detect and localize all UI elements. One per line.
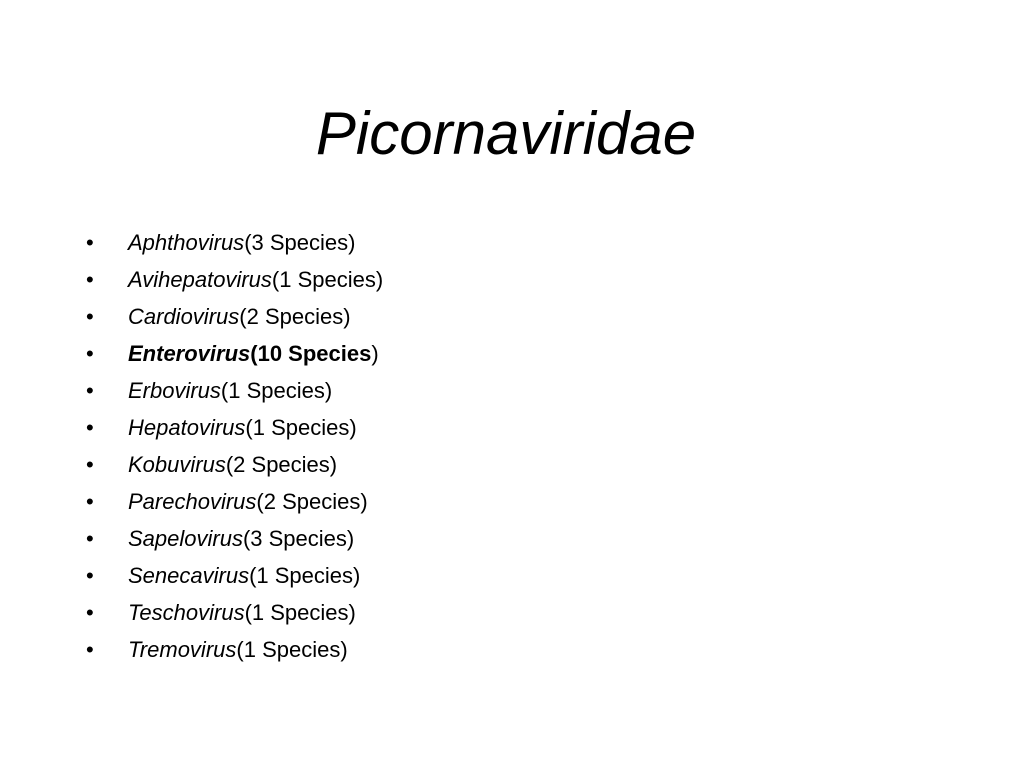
genus-name: Kobuvirus — [128, 452, 226, 477]
bullet-icon: • — [86, 526, 94, 551]
genus-name: Senecavirus — [128, 563, 250, 588]
bullet-icon: • — [86, 378, 94, 403]
genus-name: Erbovirus — [128, 378, 221, 403]
bullet-icon: • — [86, 230, 94, 255]
species-count: (1 Species) — [271, 267, 384, 292]
genus-name: Teschovirus — [128, 600, 245, 625]
genus-name: Sapelovirus — [128, 526, 243, 551]
list-item — [86, 298, 383, 335]
list-item-highlighted — [86, 335, 383, 372]
genus-name: Tremovirus — [128, 637, 237, 662]
bullet-icon: • — [86, 267, 94, 292]
genus-name: Parechovirus — [128, 489, 257, 514]
species-count: (2 Species) — [256, 489, 368, 514]
species-count: (1 Species) — [245, 415, 357, 440]
list-item — [86, 446, 383, 483]
species-count: (10 Species) — [250, 341, 379, 366]
bullet-icon: • — [86, 452, 94, 477]
list-item — [86, 520, 383, 557]
bullet-icon: • — [86, 489, 94, 514]
list-item — [86, 631, 383, 668]
species-count: (1 Species) — [249, 563, 361, 588]
bullet-icon: • — [86, 304, 94, 329]
species-count: (2 Species) — [225, 452, 338, 477]
genus-name: Enterovirus — [128, 341, 251, 366]
list-item — [86, 594, 383, 631]
bullet-icon: • — [86, 415, 94, 440]
list-item — [86, 557, 383, 594]
list-item — [86, 261, 383, 298]
genus-list — [86, 224, 383, 668]
species-count: (1 Species) — [236, 637, 348, 662]
species-count: (2 Species) — [239, 304, 351, 329]
genus-name: Cardiovirus — [128, 304, 240, 329]
genus-name: Aphthovirus — [128, 230, 245, 255]
list-item — [86, 483, 383, 520]
list-item — [86, 224, 383, 261]
species-count: (3 Species) — [242, 526, 355, 551]
species-count: (1 Species) — [244, 600, 356, 625]
bullet-icon: • — [86, 637, 94, 662]
slide-title: Picornaviridae — [315, 100, 697, 167]
bullet-icon: • — [86, 341, 94, 366]
genus-name: Avihepatovirus — [128, 267, 272, 292]
genus-name: Hepatovirus — [128, 415, 246, 440]
species-count: (1 Species) — [220, 378, 333, 403]
bullet-icon: • — [86, 600, 94, 625]
list-item — [86, 409, 383, 446]
bullet-icon: • — [86, 563, 94, 588]
species-count: (3 Species) — [244, 230, 356, 255]
list-item — [86, 372, 383, 409]
